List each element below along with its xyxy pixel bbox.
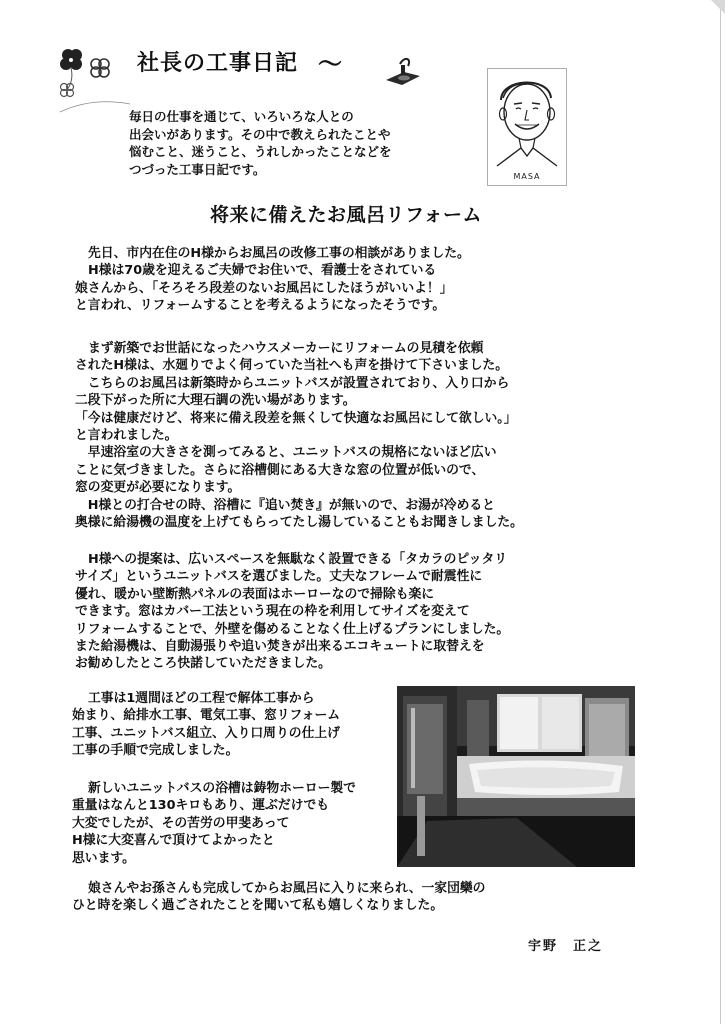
text-line: リフォームすることで、外壁を傷めることなく仕上げるプランにしました。: [75, 621, 510, 637]
bathroom-photo: [397, 686, 635, 867]
text-line: ことに気づきました。さらに浴槽側にある大きな窓の位置が低いので、: [75, 462, 485, 478]
text-line: H様は70歳を迎えるご夫婦でお住いで、看護士をされている: [88, 263, 437, 279]
text-line: 娘さんから、「そろそろ段差のないお風呂にしたほうがいいよ！」: [75, 280, 453, 296]
portrait-caption: MASA: [513, 172, 541, 181]
text-line: まず新築でお世話になったハウスメーカーにリフォームの見積を依頼: [88, 341, 484, 356]
text-line: 優れ、暖かい壁断熱パネルの表面はホーローなので掃除も楽に: [75, 586, 435, 602]
intro-line: 悩むこと、迷うこと、うれしかったことなどを: [129, 144, 392, 159]
text-line: 早速浴室の大きさを測ってみると、ユニットバスの規格にないほど広い: [75, 445, 497, 461]
text-line: 奥様に給湯機の温度を上げてもらってたし湯していることもお聞きしました。: [75, 515, 523, 531]
intro-line: 出会いがあります。その中で教えられたことや: [129, 126, 391, 142]
intro-text: [129, 108, 449, 178]
text-line: 工事は1週間ほどの工程で解体工事から: [88, 691, 315, 706]
article-title: 将来に備えたお風呂リフォーム: [210, 204, 483, 226]
text-line: ひと時を楽しく過ごされたことを聞いて私も嬉しくなりました。: [72, 898, 444, 914]
paragraph-5: [72, 780, 356, 867]
text-line: 思います。: [72, 850, 135, 866]
text-line: 工事の手順で完成しました。: [72, 743, 239, 759]
page-title: 社長の工事日記: [137, 51, 299, 76]
intro-line: 毎日の仕事を通じて、いろいろな人との: [129, 109, 354, 124]
text-line: お勧めしたところ快諾していただきました。: [75, 656, 331, 672]
text-line: H様との打合せの時、浴槽に『追い焚き』が無いので、お湯が冷めると: [75, 497, 495, 513]
hammer-icon: [382, 54, 424, 88]
text-line: と言われ、リフォームすることを考えるようになったそうです。: [75, 298, 446, 314]
text-line: 娘さんやお孫さんも完成してからお風呂に入りに来られ、一家団欒の: [88, 881, 486, 896]
text-line: と言われました。: [75, 428, 178, 444]
text-line: できます。窓はカバー工法という現在の枠を利用してサイズを変えて: [75, 604, 470, 620]
paragraph-4: [72, 690, 340, 760]
text-line: 「今は健康だけど、将来に備え段差を無くして快適なお風呂にして欲しい。」: [75, 410, 517, 426]
text-line: 二段下がった所に大理石調の洗い場があります。: [75, 393, 356, 409]
text-line: H様への提案は、広いスペースを無駄なく設置できる「タカラのピッタリ: [88, 552, 508, 567]
text-line: 先日、市内在住のH様からお風呂の改修工事の相談がありました。: [88, 246, 470, 261]
text-line: 始まり、給排水工事、電気工事、窓リフォーム: [72, 708, 341, 724]
paragraph-1: [75, 245, 470, 315]
text-line: 窓の変更が必要になります。: [75, 480, 241, 496]
text-line: サイズ」というユニットバスを選びました。丈夫なフレームで耐震性に: [75, 569, 483, 585]
paragraph-3: [75, 551, 509, 673]
text-line: 工事、ユニットバス組立、入り口周りの仕上げ: [72, 725, 340, 741]
paragraph-2: [75, 340, 523, 531]
text-line: 新しいユニットバスの浴槽は鋳物ホーロー製で: [88, 781, 356, 796]
title-tilde: ～: [318, 50, 342, 78]
clover-icon: [52, 42, 132, 122]
text-line: H様に大変喜んで頂けてよかったと: [72, 833, 275, 849]
paragraph-6: [72, 880, 485, 915]
author-signature: 宇野 正之: [528, 939, 604, 954]
text-line: されたH様は、水廻りでよく伺っていた当社へも声を掛けて下さいました。: [75, 358, 509, 374]
president-portrait: [487, 68, 567, 186]
text-line: また給湯機は、自動湯張りや追い焚きが出来るエコキュートに取替えを: [75, 639, 485, 655]
text-line: 重量はなんと130キロもあり、運ぶだけでも: [72, 798, 330, 814]
intro-line: つづった工事日記です。: [129, 161, 266, 177]
page-edge-line: [720, 0, 721, 1024]
scan-corner: [711, 0, 725, 14]
text-line: 大変でしたが、その苦労の甲斐あって: [72, 815, 290, 831]
text-line: こちらのお風呂は新築時からユニットバスが設置されており、入り口から: [75, 375, 510, 391]
